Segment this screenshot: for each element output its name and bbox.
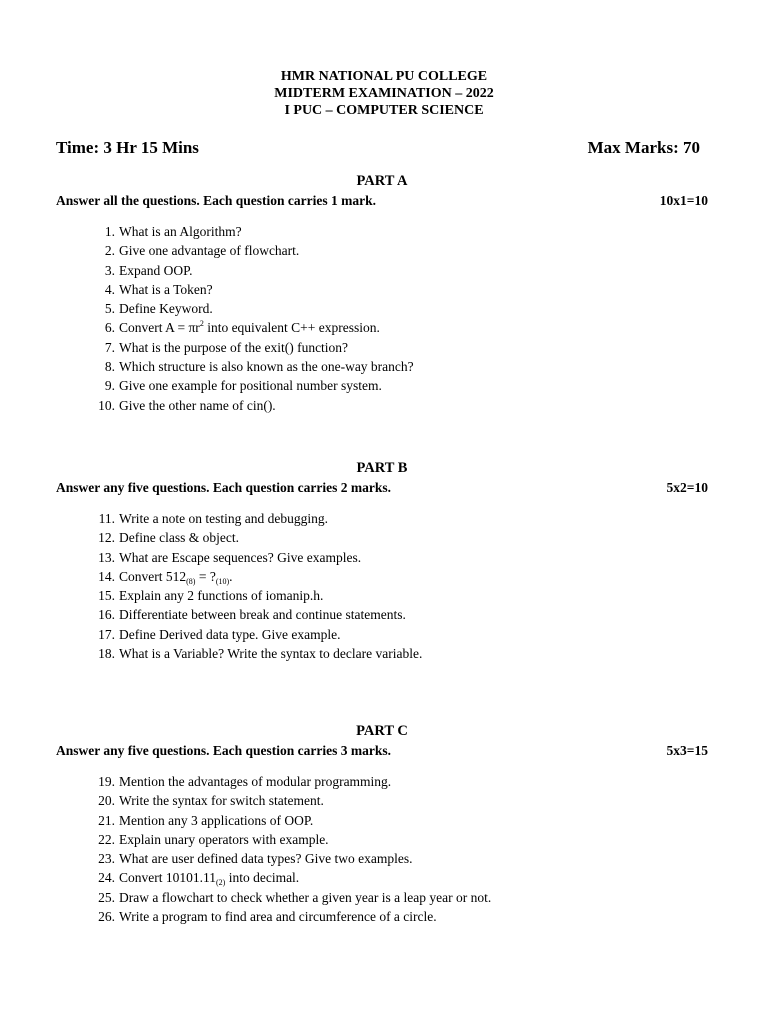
question-text: What is an Algorithm? <box>119 224 242 239</box>
question-number: 22. <box>98 831 115 847</box>
part-b-marks: 5x2=10 <box>666 480 708 495</box>
exam-header <box>0 68 768 119</box>
question-item <box>92 830 708 849</box>
question-item <box>92 261 708 280</box>
question-number: 24. <box>98 870 115 886</box>
superscript: 2 <box>199 319 204 329</box>
question-item <box>92 509 708 528</box>
question-text-part: . <box>229 568 233 584</box>
question-text: Write a note on testing and debugging. <box>119 511 329 526</box>
question-item <box>92 548 708 567</box>
question-text: Which structure is also known as the one-way branch? <box>119 359 414 375</box>
part-b-instruction: Answer any five questions. Each question carries 2 marks. <box>56 480 392 495</box>
subscript: (8) <box>186 576 196 586</box>
question-number: 15. <box>98 588 115 604</box>
question-text: Give the other name of cin(). <box>119 397 276 413</box>
question-item <box>92 280 708 299</box>
question-text-part: = ? <box>195 568 216 584</box>
question-item <box>92 222 708 241</box>
question-number: 9. <box>104 378 115 394</box>
question-item <box>92 868 708 887</box>
question-text: What is the purpose of the exit() function? <box>119 339 349 355</box>
question-text-part: into decimal. <box>225 870 300 886</box>
question-text: What is a Variable? Write the syntax to declare variable. <box>119 646 423 662</box>
question-text: Define Derived data type. Give example. <box>119 626 341 642</box>
subscript: (2) <box>216 878 226 888</box>
question-item <box>92 528 708 547</box>
question-number: 26. <box>98 909 115 925</box>
part-a-question-list <box>56 222 708 415</box>
question-number: 7. <box>104 339 115 355</box>
question-number: 2. <box>104 243 115 259</box>
question-text <box>115 318 708 337</box>
question-text: Mention the advantages of modular programming. <box>119 774 392 789</box>
question-text: Give one advantage of flowchart. <box>119 243 300 259</box>
question-number: 5. <box>104 301 115 317</box>
part-b-question-list <box>56 509 708 663</box>
question-item <box>92 241 708 260</box>
question-item <box>92 338 708 357</box>
question-item <box>92 605 708 624</box>
question-item <box>92 772 708 791</box>
question-item <box>92 318 708 337</box>
part-c-marks: 5x3=15 <box>666 743 708 758</box>
question-text: Explain unary operators with example. <box>119 831 329 847</box>
question-number: 6. <box>104 320 115 336</box>
question-text: Differentiate between break and continue statements. <box>119 607 406 623</box>
question-item <box>92 849 708 868</box>
part-c-instruction-row <box>56 742 708 760</box>
question-text: Give one example for positional number system. <box>119 378 382 394</box>
question-text: Draw a flowchart to check whether a given year is a leap year or not. <box>119 889 492 905</box>
question-item <box>92 888 708 907</box>
question-item <box>92 567 708 586</box>
question-item <box>92 299 708 318</box>
question-text-part: Convert A = πr <box>119 320 200 336</box>
question-text <box>115 567 708 586</box>
question-number: 16. <box>98 607 115 623</box>
question-number: 20. <box>98 793 115 809</box>
question-item <box>92 586 708 605</box>
part-a-section <box>56 172 708 415</box>
question-text: Write a program to find area and circumference of a circle. <box>119 909 437 925</box>
question-number: 10. <box>98 397 115 413</box>
question-number: 11. <box>98 511 115 526</box>
question-number: 1. <box>104 224 115 239</box>
part-c-title: PART C <box>356 723 408 739</box>
question-text: Define class & object. <box>119 530 239 546</box>
question-text: Write the syntax for switch statement. <box>119 793 324 809</box>
question-item <box>92 791 708 810</box>
question-item <box>92 396 708 415</box>
question-text: Define Keyword. <box>119 301 213 317</box>
question-item <box>92 644 708 663</box>
question-text <box>115 868 708 887</box>
question-item <box>92 811 708 830</box>
course-title: I PUC – COMPUTER SCIENCE <box>284 103 484 118</box>
part-b-instruction-row <box>56 479 708 497</box>
question-number: 17. <box>98 626 115 642</box>
question-text: Expand OOP. <box>119 262 193 278</box>
exam-meta-row <box>56 138 700 158</box>
question-number: 8. <box>104 359 115 375</box>
question-text-part: Convert 512 <box>119 568 187 584</box>
time-label: Time: 3 Hr 15 Mins <box>56 138 199 157</box>
question-number: 23. <box>98 851 115 867</box>
question-number: 18. <box>98 646 115 662</box>
question-text: What are Escape sequences? Give examples. <box>119 549 362 565</box>
question-number: 4. <box>104 281 115 297</box>
question-item <box>92 357 708 376</box>
part-c-question-list <box>56 772 708 926</box>
part-b-title: PART B <box>356 460 408 476</box>
question-text-part: into equivalent C++ expression. <box>203 320 380 336</box>
question-item <box>92 907 708 926</box>
question-number: 12. <box>98 530 115 546</box>
question-text-part: Convert 10101.11 <box>119 870 216 886</box>
exam-title: MIDTERM EXAMINATION – 2022 <box>274 86 494 101</box>
college-name: HMR NATIONAL PU COLLEGE <box>280 69 488 84</box>
part-a-instruction: Answer all the questions. Each question carries 1 mark. <box>56 193 377 208</box>
question-text: Mention any 3 applications of OOP. <box>119 812 314 828</box>
question-number: 25. <box>98 889 115 905</box>
part-a-instruction-row <box>56 192 708 210</box>
part-c-section <box>56 722 708 926</box>
question-text: What are user defined data types? Give two examples. <box>119 851 413 867</box>
question-number: 14. <box>98 568 115 584</box>
part-a-title: PART A <box>356 173 408 189</box>
question-number: 21. <box>98 812 115 828</box>
question-text: Explain any 2 functions of iomanip.h. <box>119 588 324 604</box>
max-marks-label: Max Marks: 70 <box>587 138 700 157</box>
question-item <box>92 376 708 395</box>
question-number: 19. <box>98 774 115 789</box>
part-c-instruction: Answer any five questions. Each question carries 3 marks. <box>56 743 392 758</box>
part-a-marks: 10x1=10 <box>659 193 708 208</box>
question-number: 13. <box>98 549 115 565</box>
question-text: What is a Token? <box>119 281 213 297</box>
question-number: 3. <box>104 262 115 278</box>
question-item <box>92 625 708 644</box>
subscript: (10) <box>215 576 230 586</box>
part-b-section <box>56 459 708 663</box>
